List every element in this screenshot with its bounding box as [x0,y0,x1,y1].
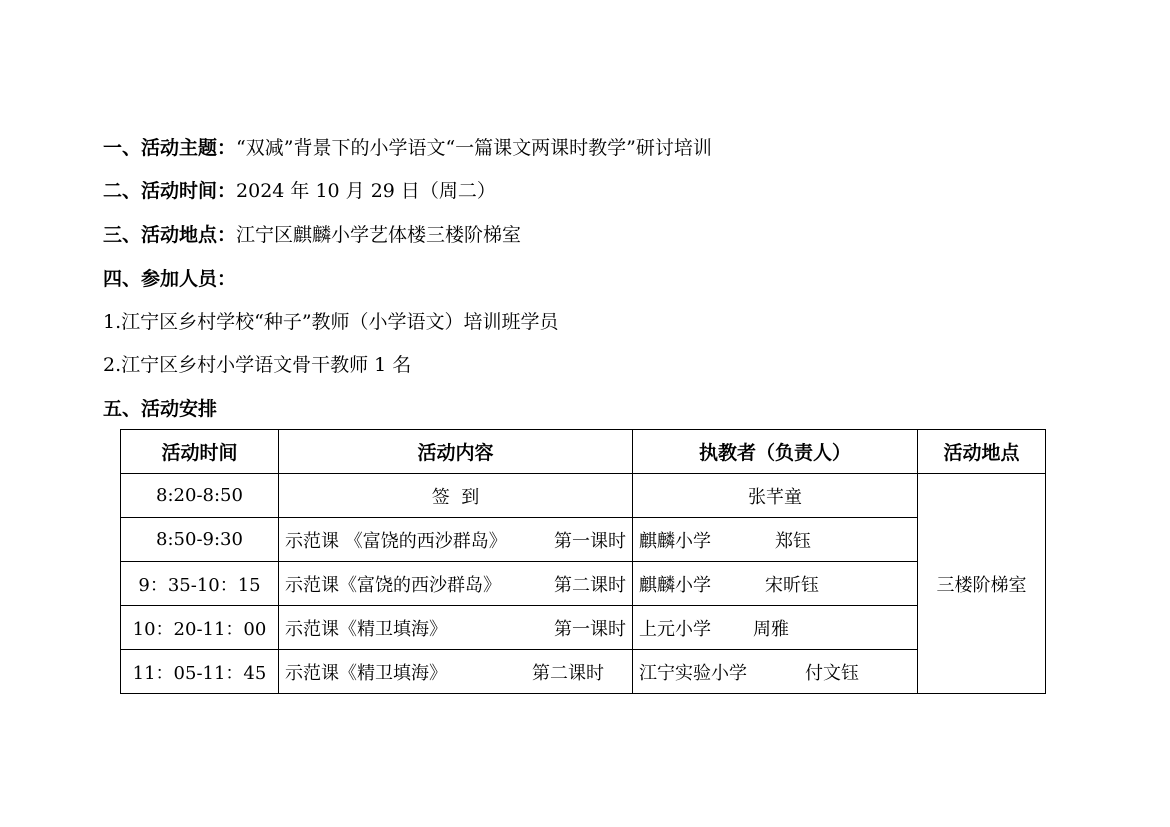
activity-theme-value: “双减”背景下的小学语文“一篇课文两课时教学”研讨培训 [236,137,712,159]
row-teacher [633,474,918,518]
activity-location-value: 江宁区麒麟小学艺体楼三楼阶梯室 [236,224,522,246]
row-content-title: 示范课 《富饶的西沙群岛》 [285,530,507,552]
row-teacher-school: 麒麟小学 [639,530,711,552]
row-content [279,474,633,518]
row-teacher [633,518,918,562]
row-content-period: 第一课时 [554,530,626,552]
activity-time-value: 2024 年 10 月 29 日（周二） [236,180,496,202]
row-content [279,606,633,650]
row-teacher-school: 上元小学 [639,618,711,640]
activity-location-line [103,223,521,247]
row-content-title: 示范课《富饶的西沙群岛》 [285,574,501,596]
row-teacher-name: 周雅 [753,618,789,640]
row-time: 8:20-8:50 [121,474,279,518]
row-time: 8:50-9:30 [121,518,279,562]
row-content-period: 第一课时 [554,618,626,640]
table-row [121,518,1046,562]
row-content [279,562,633,606]
row-teacher-name: 宋昕钰 [765,574,819,596]
row-time: 11：05-11：45 [121,650,279,694]
participants-item-2: 2.江宁区乡村小学语文骨干教师 1 名 [103,354,412,376]
row-teacher-school: 江宁实验小学 [639,662,747,684]
header-location: 活动地点 [918,430,1046,474]
row-teacher-school: 麒麟小学 [639,574,711,596]
schedule-heading [103,397,217,421]
participants-item-1: 1.江宁区乡村学校“种子”教师（小学语文）培训班学员 [103,311,559,333]
schedule-heading-label: 五、活动安排 [103,398,218,420]
row-teacher-name: 张芊童 [748,486,802,508]
row-teacher-name: 付文钰 [805,662,859,684]
row-time: 9：35-10：15 [121,562,279,606]
activity-location-label: 三、活动地点： [103,224,237,246]
table-row [121,606,1046,650]
activity-time-line [103,179,496,203]
table-row [121,562,1046,606]
schedule-table [120,429,1046,694]
participants-label: 四、参加人员： [103,268,237,290]
row-content [279,518,633,562]
row-teacher [633,606,918,650]
participants-line [103,267,236,291]
row-content-title: 示范课《精卫填海》 [285,662,447,684]
row-teacher-name: 郑钰 [775,530,811,552]
row-content-period: 第二课时 [532,662,604,684]
row-teacher [633,562,918,606]
row-location: 三楼阶梯室 [918,474,1046,694]
row-content-title: 示范课《精卫填海》 [285,618,447,640]
activity-time-label: 二、活动时间： [103,180,237,202]
row-teacher [633,650,918,694]
header-teacher: 执教者（负责人） [633,430,918,474]
activity-theme-line [103,136,712,160]
row-content-title: 签 到 [431,486,480,508]
activity-theme-label: 一、活动主题： [103,137,237,159]
row-time: 10：20-11：00 [121,606,279,650]
row-content-period: 第二课时 [554,574,626,596]
header-time: 活动时间 [121,430,279,474]
header-content: 活动内容 [279,430,633,474]
row-content [279,650,633,694]
table-row [121,474,1046,518]
table-header-row [121,430,1046,474]
table-row [121,650,1046,694]
